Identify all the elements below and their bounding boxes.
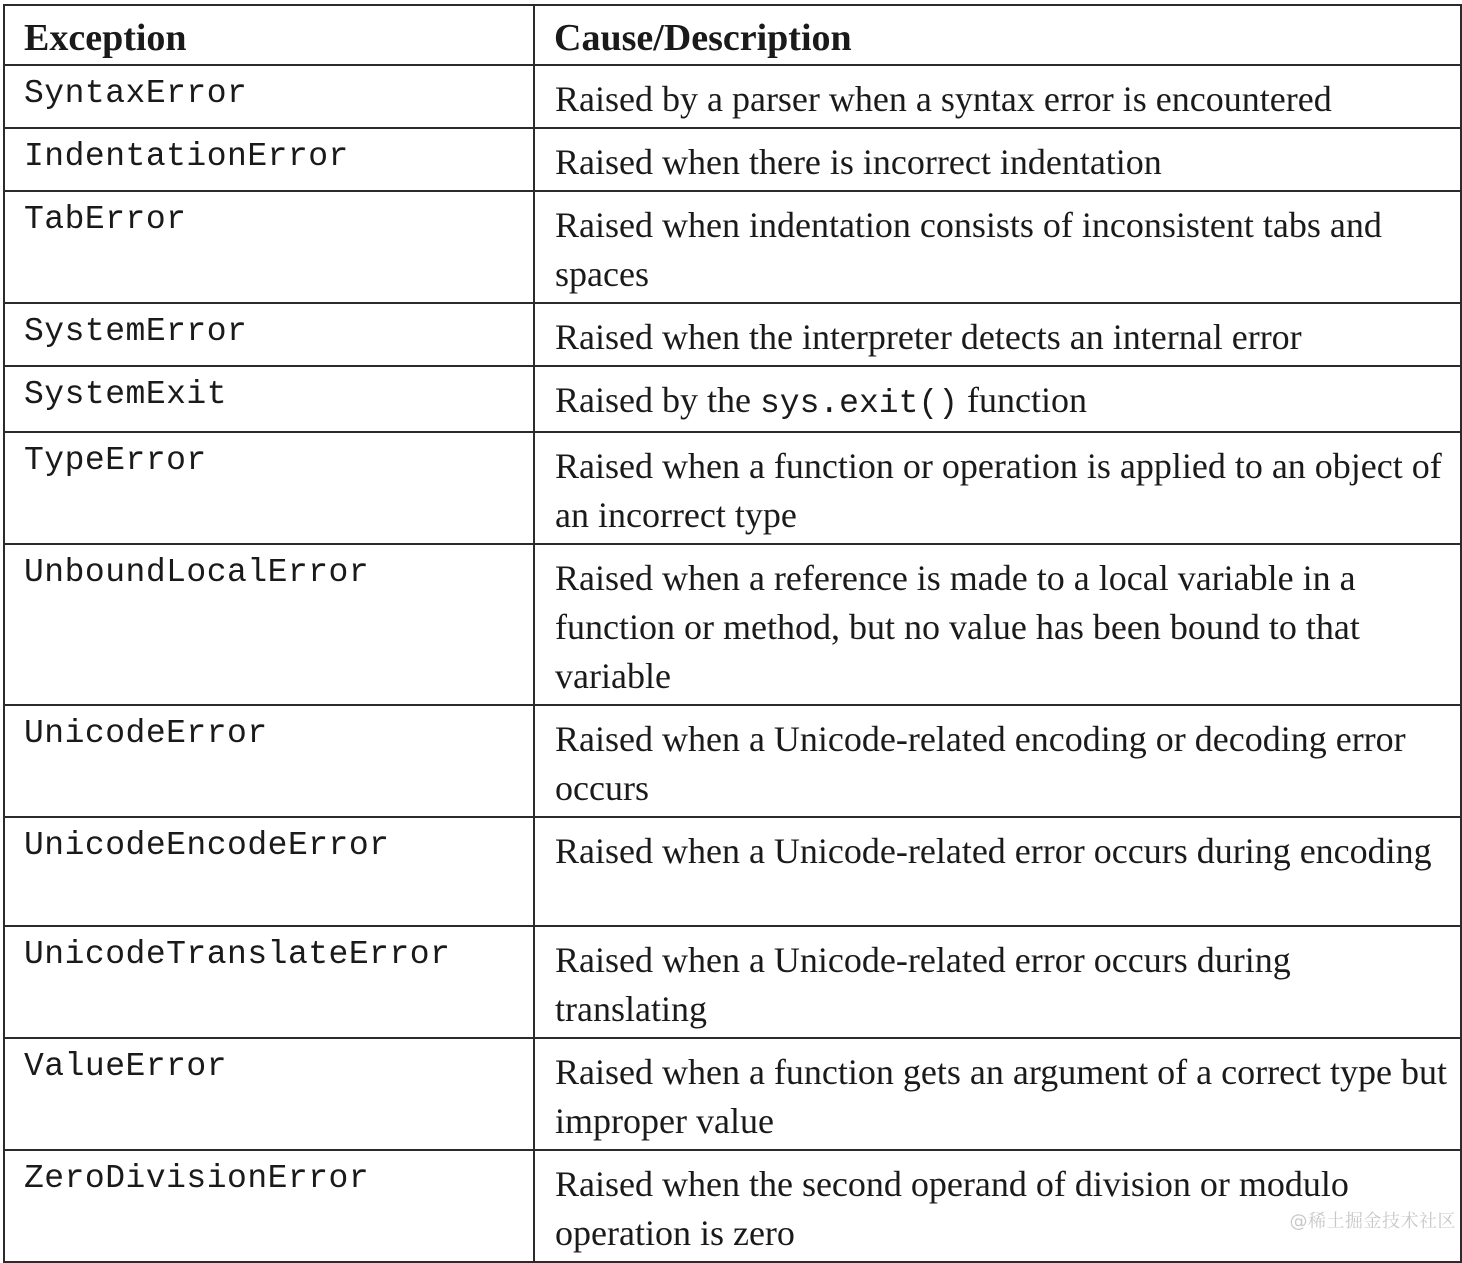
table-row [4,432,1461,544]
table-row [4,128,1461,191]
description-cell [534,432,1461,544]
exception-name: UnicodeEncodeError [24,827,390,864]
description-cell [534,926,1461,1038]
table-row [4,817,1461,926]
exception-description: Raised when a Unicode-related encoding or decoding error occurs [555,719,1406,808]
exception-cell [4,926,534,1038]
description-cell [534,817,1461,926]
description-cell [534,128,1461,191]
exception-cell [4,1150,534,1262]
exception-description: Raised when the second operand of division or modulo operation is zero [555,1164,1349,1253]
exception-cell [4,1038,534,1150]
exception-description: Raised when a reference is made to a local variable in a function or method, but no value has been bound to that variable [555,558,1360,696]
exception-description [535,367,1460,431]
description-cell [534,544,1461,705]
table-row [4,65,1461,128]
exception-description: Raised when indentation consists of inconsistent tabs and spaces [555,205,1382,294]
description-cell [534,191,1461,303]
table-row [4,1150,1461,1262]
exception-cell [4,65,534,128]
description-cell [534,303,1461,366]
description-cell [534,65,1461,128]
exception-description: Raised by a parser when a syntax error is encountered [555,79,1332,119]
header-exception-label: Exception [24,17,187,59]
exception-name: ZeroDivisionError [24,1160,370,1197]
description-cell [534,1038,1461,1150]
table-row [4,926,1461,1038]
exception-name: UnicodeError [24,715,268,752]
header-description [534,5,1461,65]
exception-description: Raised when there is incorrect indentation [555,142,1162,182]
exception-name: TypeError [24,442,207,479]
table-header-row [4,5,1461,65]
table-row [4,366,1461,432]
exception-cell [4,303,534,366]
exception-cell [4,432,534,544]
exception-description: Raised when a Unicode-related error occurs during encoding [555,831,1432,871]
exception-name: SystemError [24,313,248,350]
exception-description: Raised when the interpreter detects an internal error [555,317,1302,357]
description-cell [534,705,1461,817]
inline-code: sys.exit() [759,385,959,422]
table-row [4,191,1461,303]
exception-name: SystemExit [24,376,228,413]
exception-cell [4,544,534,705]
exception-name: TabError [24,201,187,238]
exception-table-container [3,4,1460,1263]
table-row [4,705,1461,817]
exception-cell [4,128,534,191]
watermark: @稀土掘金技术社区 [1289,1211,1456,1232]
exception-name: UnicodeTranslateError [24,936,451,973]
exception-cell [4,817,534,926]
exception-cell [4,191,534,303]
table-row [4,544,1461,705]
exception-cell [4,366,534,432]
exception-name: SyntaxError [24,75,248,112]
exception-description: Raised when a Unicode-related error occurs during translating [555,940,1291,1029]
exception-table [3,4,1462,1263]
table-row [4,1038,1461,1150]
exception-name: ValueError [24,1048,228,1085]
exception-name: IndentationError [24,138,349,175]
table-row [4,303,1461,366]
header-description-label: Cause/Description [554,17,852,59]
exception-description: Raised when a function gets an argument of a correct type but improper value [555,1052,1448,1141]
description-cell [534,366,1461,432]
description-cell [534,1150,1461,1262]
exception-description: Raised when a function or operation is applied to an object of an incorrect type [555,446,1442,535]
description-text-prefix: Raised by the [555,380,760,420]
description-text-suffix: function [958,380,1087,420]
exception-name: UnboundLocalError [24,554,370,591]
exception-cell [4,705,534,817]
header-exception [4,5,534,65]
